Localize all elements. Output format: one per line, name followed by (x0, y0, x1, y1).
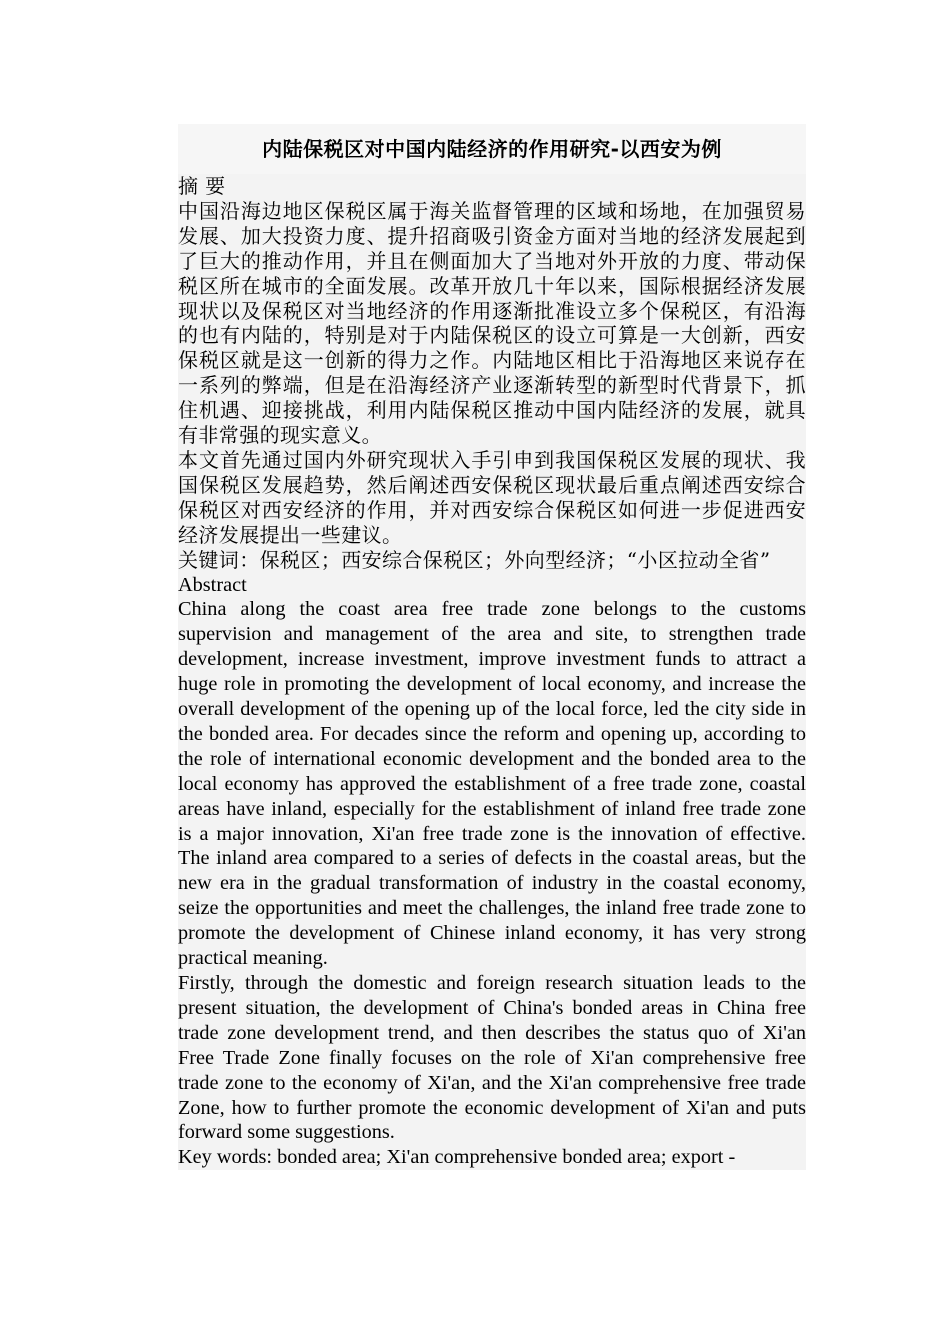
keywords-en: Key words: bonded area; Xi'an comprehensive bonded area; export - (178, 1145, 806, 1170)
abstract-cn-paragraph-1: 中国沿海边地区保税区属于海关监督管理的区域和场地，在加强贸易发展、加大投资力度、提升招商吸引资金方面对当地的经济发展起到了巨大的推动作用，并且在侧面加大了当地对外开放的力度、带动保税区所在城市的全面发展。改革开放几十年以来，国际根据经济发展现状以及保税区对当地经济的作用逐渐批准设立多个保税区，有沿海的也有内陆的，特别是对于内陆保税区的设立可算是一大创新，西安保税区就是这一创新的得力之作。内陆地区相比于沿海地区来说存在一系列的弊端，但是在沿海经济产业逐渐转型的新型时代背景下，抓住机遇、迎接挑战，利用内陆保税区推动中国内陆经济的发展，就具有非常强的现实意义。 (178, 198, 806, 448)
abstract-en-paragraph-1: China along the coast area free trade zone belongs to the customs supervision and management of the area and site, to strengthen trade development, increase investment, improve investment funds to attract a huge role in promoting the development of local economy, and increase the overall development of the opening up of the local force, led the city side in the bonded area. For decades since the reform and opening up, according to the role of international economic development and the bonded area to the local economy has approved the establishment of a free trade zone, coastal areas have inland, especially for the establishment of inland free trade zone is a major innovation, Xi'an free trade zone is the innovation of effective. The inland area compared to a series of defects in the coastal areas, but the new era in the gradual transformation of industry in the coastal economy, seize the opportunities and meet the challenges, the inland free trade zone to promote the development of Chinese inland economy, it has very strong practical meaning. (178, 598, 806, 970)
abstract-cn-paragraph-2: 本文首先通过国内外研究现状入手引申到我国保税区发展的现状、我国保税区发展趋势，然后阐述西安保税区现状最后重点阐述西安综合保税区对西安经济的作用，并对西安综合保税区如何进一步促进西安经济发展提出一些建议。 (178, 447, 806, 547)
keywords-cn: 关键词：保税区；西安综合保税区；外向型经济；“小区拉动全省” (178, 548, 806, 573)
abstract-en-heading: Abstract (178, 573, 806, 598)
abstract-cn-heading: 摘 要 (178, 174, 226, 198)
abstract-cn-heading-block (178, 174, 806, 199)
document-title: 内陆保税区对中国内陆经济的作用研究-以西安为例 (178, 124, 806, 174)
document-page (178, 124, 806, 1170)
abstract-en-paragraph-2: Firstly, through the domestic and foreign research situation leads to the present situation, the development of China's bonded areas in China free trade zone development trend, and then describes the status quo of Xi'an Free Trade Zone finally focuses on the role of Xi'an comprehensive free trade zone to the economy of Xi'an, and the Xi'an comprehensive free trade Zone, how to further promote the economic development of Xi'an and puts forward some suggestions. (178, 972, 806, 1144)
